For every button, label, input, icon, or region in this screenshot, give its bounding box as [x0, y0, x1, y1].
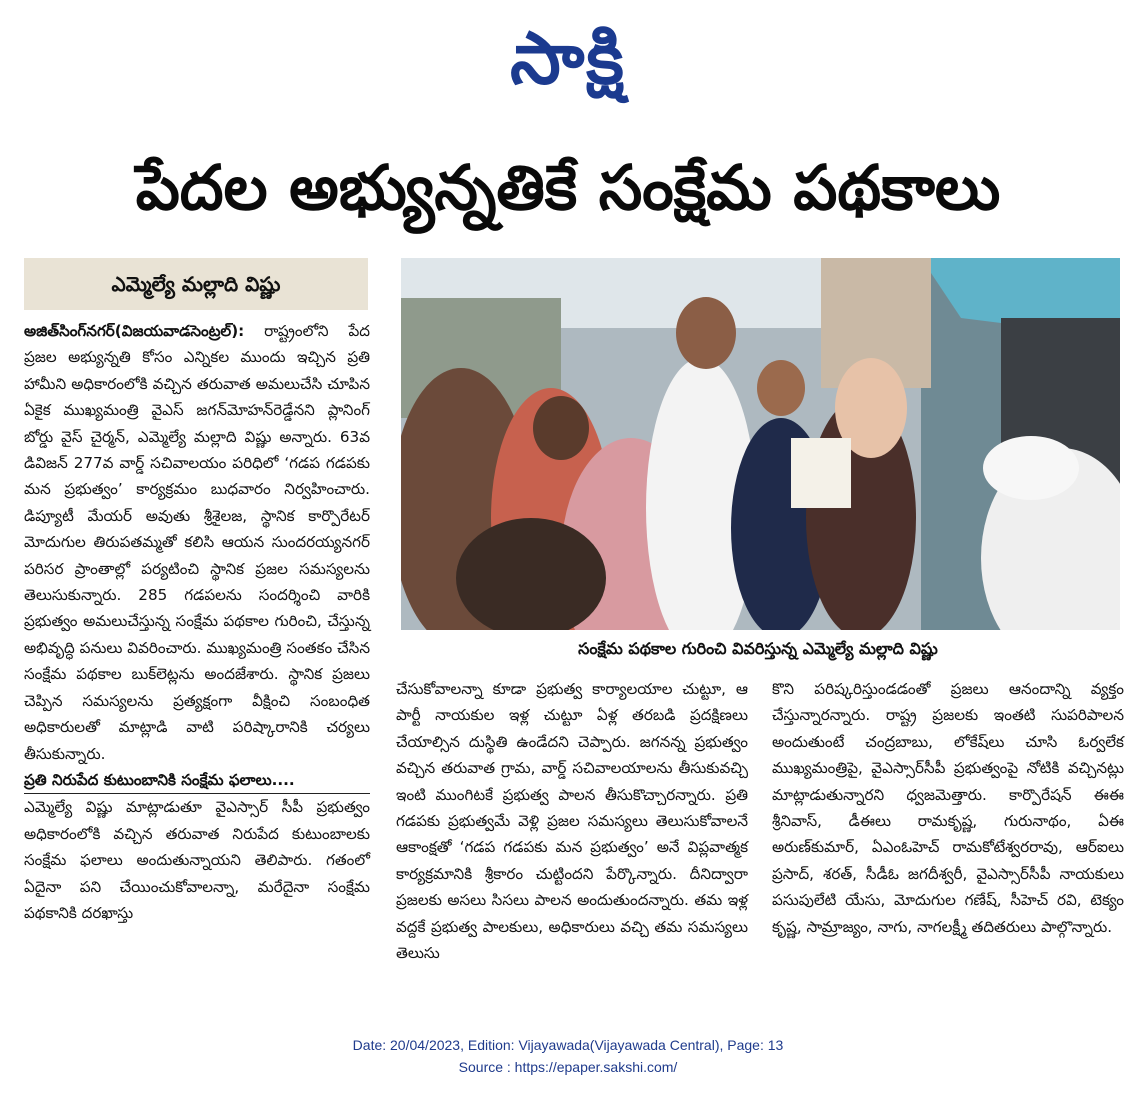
article-headline: పేదల అభ్యున్నతికే సంక్షేమ పథకాలు [135, 151, 1001, 224]
body-text-1: రాష్ట్రంలోని పేద ప్రజల అభ్యున్నతి కోసం ఎన్నికల ముందు ఇచ్చిన ప్రతి హామీని అధికారంలోకి వచ్చిన తరువాత అమలుచేసి చూపిన ఏకైక ముఖ్యమంత్రి వైఎస్‌ జగన్‌మోహన్‌రెడ్డేనని ప్లానింగ్‌ బోర్డు వైస్‌ చైర్మన్‌, ఎమ్మెల్యే మల్లాది విష్ణు అన్నారు. 63వ డివిజన్‌ 277వ వార్డ్‌ సచివాలయం పరిధిలో ‘గడప గడపకు మన ప్రభుత్వం’ కార్యక్రమం బుధవారం నిర్వహించారు. డిప్యూటీ మేయర్‌ అవుతు శ్రీశైలజ, స్థానిక కార్పొరేటర్‌ మోదుగుల తిరుపతమ్మతో కలిసి ఆయన సుందరయ్యనగర్‌ పరిసర ప్రాంతాల్లో పర్యటించి స్థానిక ప్రజల సమస్యలను తెలుసుకున్నారు. 285 గడపలను సందర్శించి వారికి ప్రభుత్వం అమలుచేస్తున్న సంక్షేమ పథకాల గురించి, చేస్తున్న అభివృద్ధి పనులు వివరించారు. ముఖ్యమంత్రి సంతకం చేసిన సంక్షేమ పథకాల బుక్‌లెట్లను అందజేశారు. స్థానిక ప్రజలు చెప్పిన సమస్యలను ప్రత్యక్షంగా వీక్షించి సంబంధిత అధికారులతో మాట్లాడి వాటి పరిష్కారానికి చర్యలు తీసుకున్నారు. [24, 322, 371, 763]
article-column-3 [772, 676, 1124, 1006]
article-column-1 [24, 318, 370, 1008]
masthead [0, 8, 1136, 108]
dateline: అజిత్‌సింగ్‌నగర్‌(విజయవాడసెంట్రల్‌): [24, 322, 245, 340]
page-footer [0, 1034, 1136, 1084]
article-column-2 [396, 676, 748, 1006]
body-text-2: చేసుకోవాలన్నా కూడా ప్రభుత్వ కార్యాలయాల చుట్టూ, ఆ పార్టీ నాయకుల ఇళ్ల చుట్టూ ఏళ్ల తరబడి ప్రదక్షిణలు చేయాల్సిన దుస్థితి ఉండేదని చెప్పారు. జగనన్న ప్రభుత్వం వచ్చిన తరువాత గ్రామ, వార్డ్‌ సచివాలయాలను తీసుకువచ్చి ఇంటి ముంగిటకే ప్రభుత్వ పాలన తీసుకొచ్చారన్నారు. ప్రతి గడపకు ప్రభుత్వమే వెళ్లి ప్రజల సమస్యలు తెలుసుకోవాలనే ఆకాంక్షతో ‘గడప గడపకు మన ప్రభుత్వం’ అనే విప్లవాత్మక కార్యక్రమానికి శ్రీకారం చుట్టిందని పేర్కొన్నారు. దీనిద్వారా ప్రజలకు అసలు సిసలు పాలన అందుతుందన్నారు. తమ ఇళ్ల వద్దకే ప్రభుత్వ పాలకులు, అధికారులు వచ్చి తమ సమస్యలు తెలుసు [396, 680, 748, 963]
body-paragraph-2: ఎమ్మెల్యే విష్ణు మాట్లాడుతూ వైఎస్సార్‌ సీపీ ప్రభుత్వం అధికారంలోకి వచ్చిన తరువాత నిరుపేద కుటుంబాలకు సంక్షేమ ఫలాలు అందుతున్నాయని తెలిపారు. గతంలో ఏదైనా పని చేయించుకోవాలన్నా, మరేదైనా సంక్షేమ పథకానికి దరఖాస్తు [24, 798, 370, 922]
body-text-3: కొని పరిష్కరిస్తుండడంతో ప్రజలు ఆనందాన్ని వ్యక్తం చేస్తున్నారన్నారు. రాష్ట్ర ప్రజలకు ఇంతటి సుపరిపాలన అందుతుంటే చంద్రబాబు, లోకేష్‌లు చూసి ఓర్వలేక ముఖ్యమంత్రిపై, వైఎస్సార్‌సీపీ ప్రభుత్వంపై నోటికి వచ్చినట్లు మాట్లాడుతున్నారని ధ్వజమెత్తారు. కార్పొరేషన్‌ ఈఈ శ్రీనివాస్‌, డీఈలు రామకృష్ణ, గురునాథం, ఏఈ అరుణ్‌కుమార్‌, ఏఎంఓహెచ్‌ రామకోటేశ్వరరావు, ఆర్‌ఐలు ప్రసాద్‌, శరత్‌, సీడీఓ జగదీశ్వరీ, వైఎస్సార్‌సీపీ నాయకులు పసుపులేటి యేసు, మోదుగుల గణేష్‌, సీహెచ్‌ రవి, టెక్యం కృష్ణ, సామ్రాజ్యం, నాగు, నాగలక్ష్మీ తదితరులు పాల్గొన్నారు. [772, 680, 1124, 936]
photo-caption: సంక్షేమ పథకాల గురించి వివరిస్తున్న ఎమ్మెల్యే మల్లాది విష్ణు [578, 639, 938, 658]
article-subtitle: ప్రతి నిరుపేద కుటుంబానికి సంక్షేమ ఫలాలు.... [24, 767, 370, 794]
article-subheading: ఎమ్మెల్యే మల్లాది విష్ణు [24, 258, 368, 310]
edition-line: Date: 20/04/2023, Edition: Vijayawada(Vijayawada Central), Page: 13 [352, 1037, 784, 1053]
article-photo [401, 258, 1120, 630]
sakshi-logo: సాక్షి [510, 16, 626, 100]
source-line[interactable]: Source : https://epaper.sakshi.com/ [458, 1059, 678, 1075]
body-paragraph-1 [24, 318, 370, 767]
photo-illustration [401, 258, 1120, 630]
